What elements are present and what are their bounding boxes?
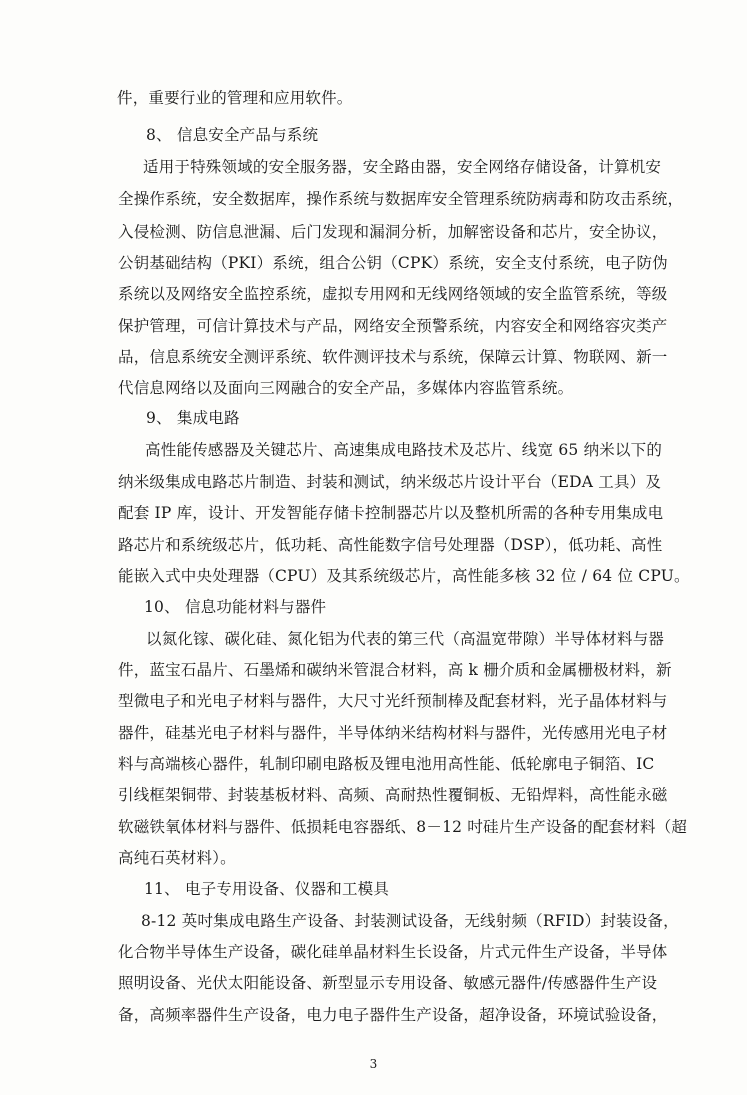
text-line: 路芯片和系统级芯片，低功耗、高性能数字信号处理器（DSP），低功耗、高性	[118, 536, 663, 554]
section-heading-8: 8、 信息安全产品与系统	[146, 126, 319, 144]
text-line: 系统以及网络安全监控系统，虚拟专用网和无线网络领域的安全监管系统，等级	[118, 285, 668, 303]
text-line: 高性能传感器及关键芯片、高速集成电路技术及芯片、线宽 65 纳米以下的	[145, 441, 663, 459]
text-line: 纳米级集成电路芯片制造、封装和测试，纳米级芯片设计平台（EDA 工具）及	[118, 473, 662, 491]
text-line: 料与高端核心器件，轧制印刷电路板及锂电池用高性能、低轮廓电子铜箔、IC	[118, 755, 655, 773]
text-line: 化合物半导体生产设备，碳化硅单晶材料生长设备，片式元件生产设备，半导体	[118, 943, 668, 961]
section-heading-9: 9、 集成电路	[146, 409, 240, 427]
text-line: 品，信息系统安全测评系统、软件测评技术与系统，保障云计算、物联网、新一	[118, 348, 668, 366]
text-line: 保护管理，可信计算技术与产品，网络安全预警系统，内容安全和网络容灾类产	[118, 317, 668, 335]
text-line: 适用于特殊领域的安全服务器，安全路由器，安全网络存储设备，计算机安	[143, 158, 662, 176]
text-line: 以氮化镓、碳化硅、氮化铝为代表的第三代（高温宽带隙）半导体材料与器	[146, 630, 665, 648]
text-line: 入侵检测、防信息泄漏、后门发现和漏洞分析，加解密设备和芯片，安全协议，	[118, 223, 668, 241]
text-line: 配套 IP 库，设计、开发智能存储卡控制器芯片以及整机所需的各种专用集成电	[118, 504, 664, 522]
text-line: 代信息网络以及面向三网融合的安全产品，多媒体内容监管系统。	[118, 379, 574, 397]
text-line: 备，高频率器件生产设备，电力电子器件生产设备，超净设备，环境试验设备，	[118, 1006, 668, 1024]
text-line: 引线框架铜带、封装基板材料、高频、高耐热性覆铜板、无铅焊料，高性能永磁	[118, 786, 668, 804]
text-line: 公钥基础结构（PKI）系统，组合公钥（CPK）系统，安全支付系统，电子防伪	[118, 254, 668, 272]
text-line: 能嵌入式中央处理器（CPU）及其系统级芯片，高性能多核 32 位 / 64 位 CPU。	[118, 567, 690, 585]
text-line: 器件，硅基光电子材料与器件，半导体纳米结构材料与器件，光传感用光电子材	[118, 724, 668, 742]
text-line: 高纯石英材料）。	[118, 849, 236, 867]
page-number: 3	[369, 1057, 378, 1071]
section-heading-11: 11、 电子专用设备、仪器和工模具	[144, 880, 390, 898]
text-line: 件，蓝宝石晶片、石墨烯和碳纳米管混合材料，高 k 栅介质和金属栅极材料，新	[118, 661, 672, 679]
text-line: 型微电子和光电子材料与器件，大尺寸光纤预制棒及配套材料，光子晶体材料与	[118, 692, 668, 710]
text-line: 全操作系统，安全数据库，操作系统与数据库安全管理系统防病毒和防攻击系统，	[118, 190, 684, 208]
text-line: 件，重要行业的管理和应用软件。	[117, 89, 353, 107]
text-line: 8-12 英吋集成电路生产设备、封装测试设备，无线射频（RFID）封装设备，	[141, 912, 679, 930]
text-line: 照明设备、光伏太阳能设备、新型显示专用设备、敏感元器件/传感器件生产设	[118, 974, 658, 992]
text-line: 软磁铁氧体材料与器件、低损耗电容器纸、8－12 吋硅片生产设备的配套材料（超	[118, 818, 688, 836]
section-heading-10: 10、 信息功能材料与器件	[144, 598, 327, 616]
